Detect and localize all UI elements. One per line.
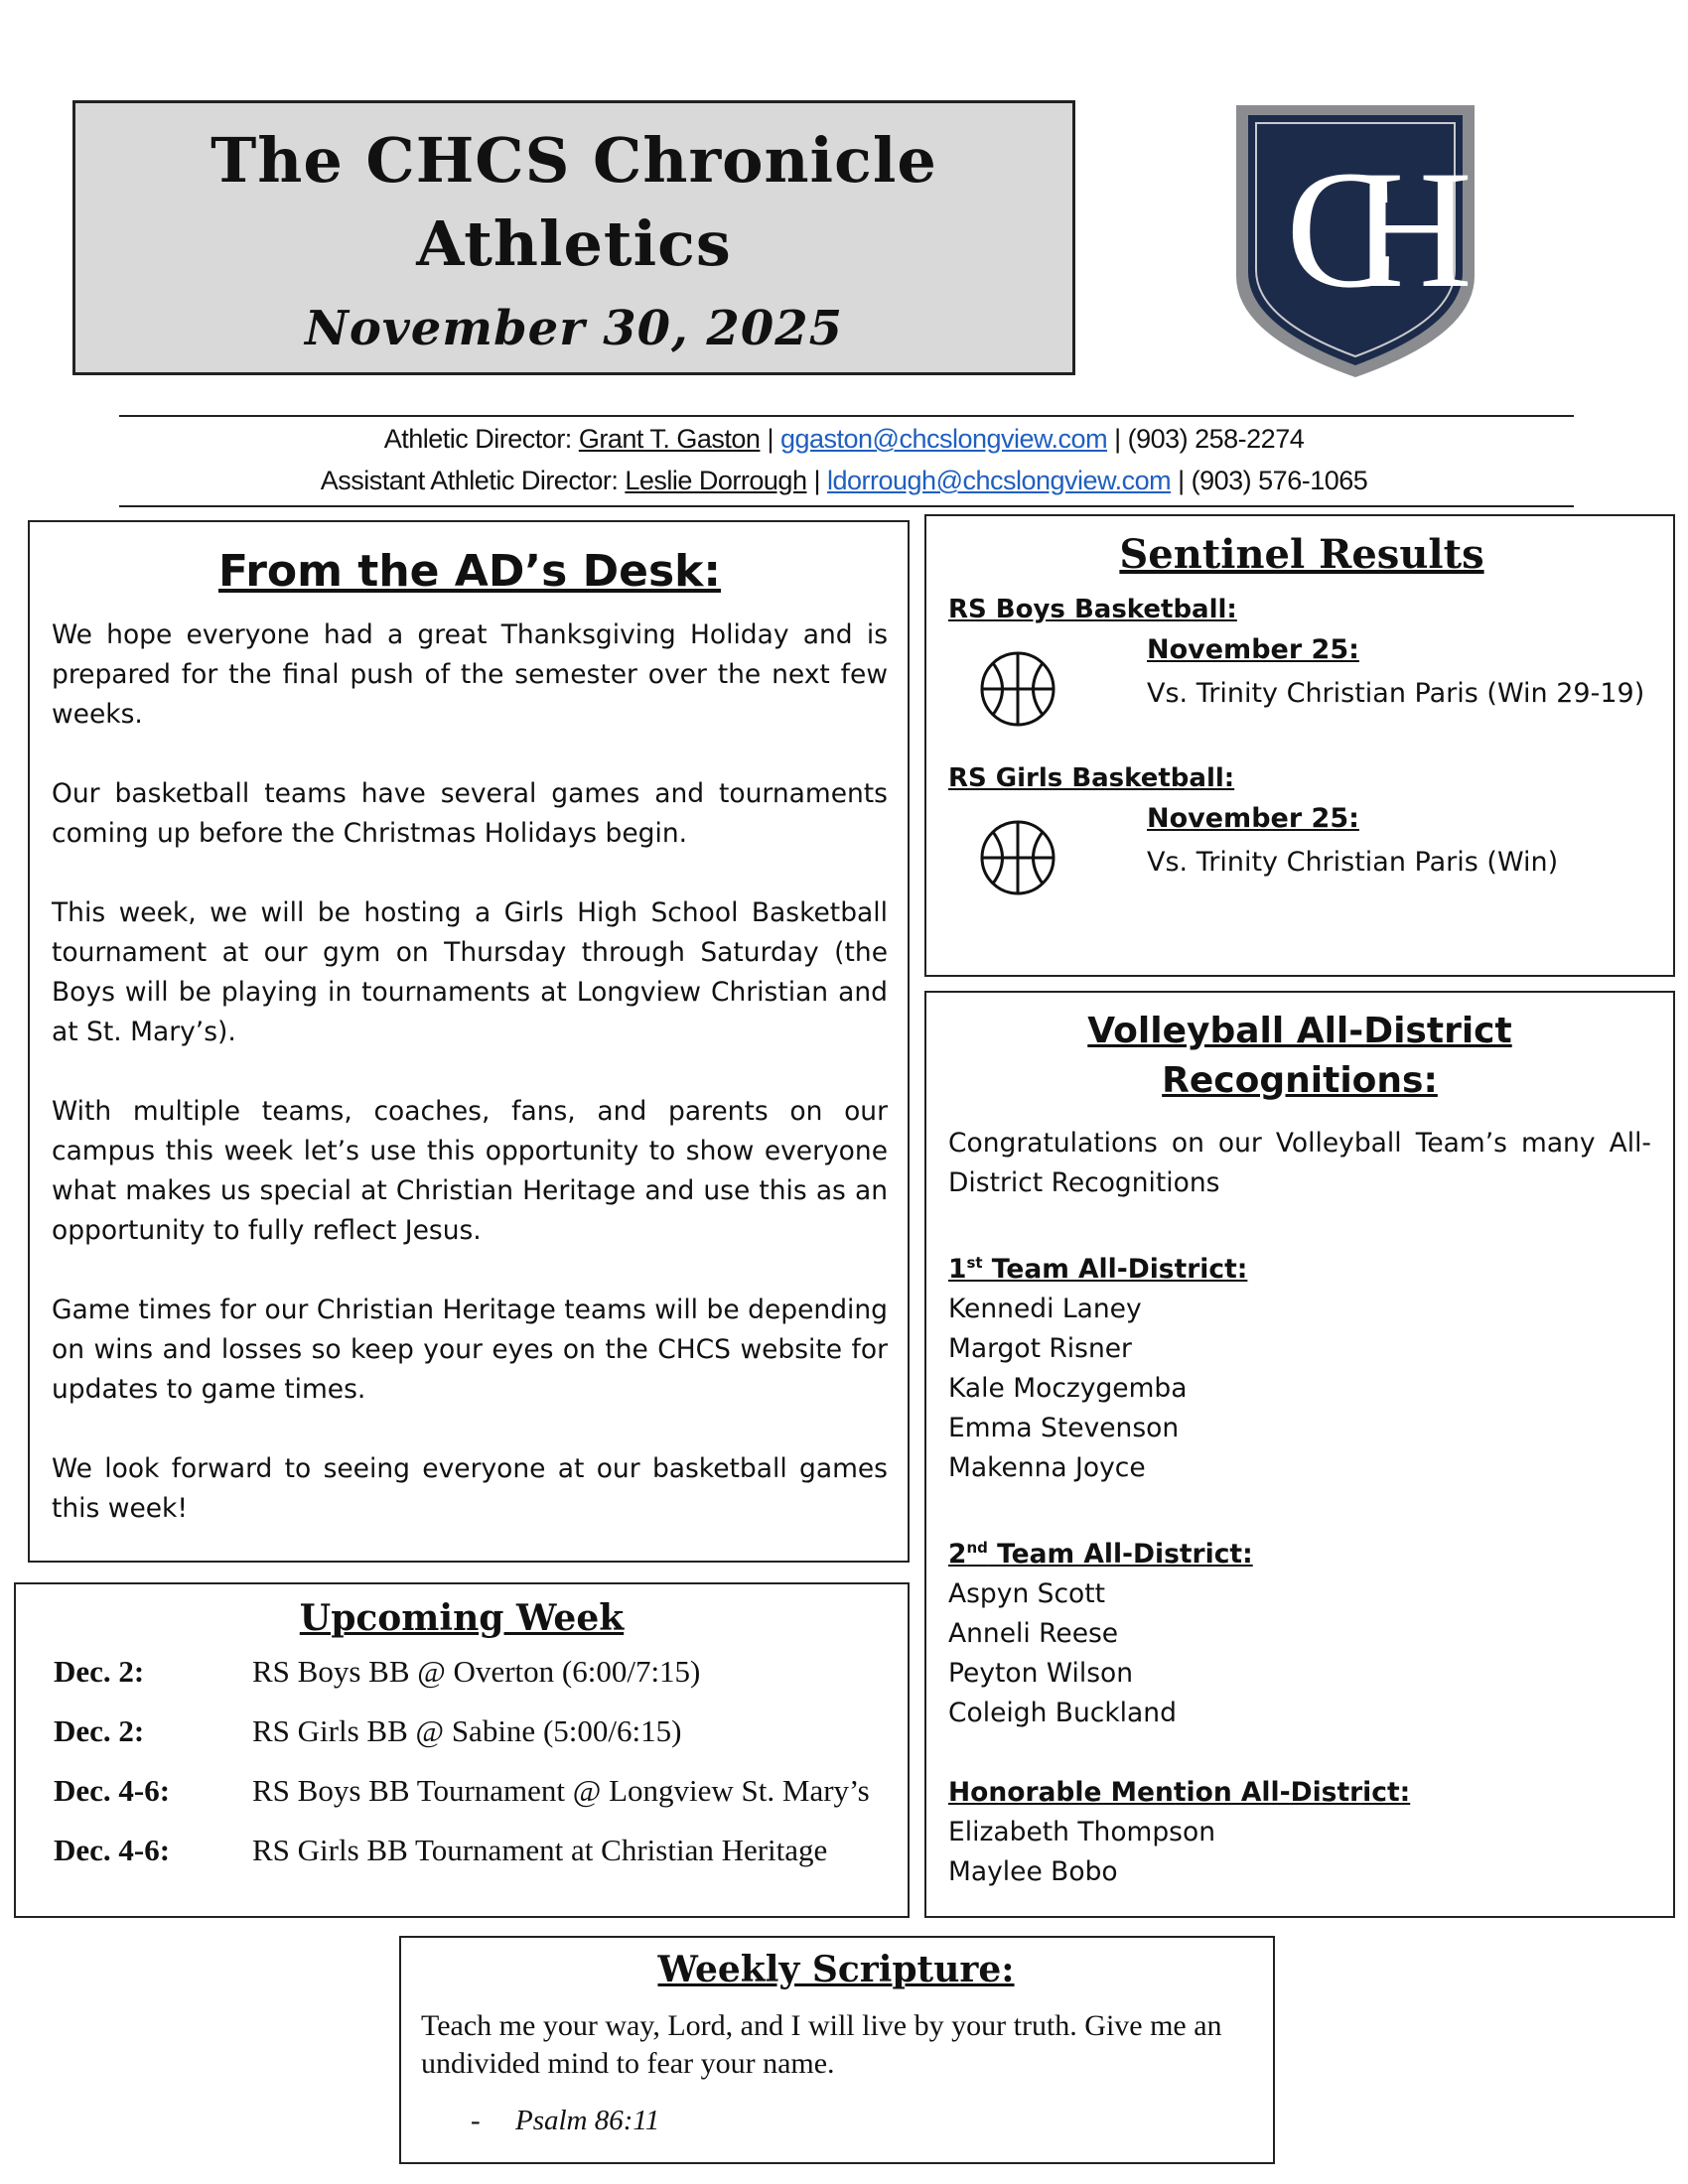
sentinel-results-title: Sentinel Results xyxy=(1119,531,1484,578)
player-name: Elizabeth Thompson xyxy=(948,1816,1215,1847)
scripture-reference: - Psalm 86:11 xyxy=(471,2105,660,2136)
player-name: Emma Stevenson xyxy=(948,1412,1180,1443)
player-name: Maylee Bobo xyxy=(948,1855,1118,1887)
ad-paragraph: This week, we will be hosting a Girls High School Basketball tournament at our gym on Thursday through Saturday (the Boys will be playing in tournaments at Longview Christian and at St. Mary’s). xyxy=(52,897,888,1047)
assistant-director-contact: Assistant Athletic Director: Leslie Dorrough | ldorrough@chcslongview.com | (903) 576-1065 xyxy=(320,466,1368,495)
game-date: November 25: xyxy=(1147,803,1359,834)
masthead-title-box xyxy=(72,100,1075,375)
sentinel-results-section xyxy=(924,514,1675,977)
player-name: Anneli Reese xyxy=(948,1617,1119,1649)
schedule-event: RS Girls BB @ Sabine (5:00/6:15) xyxy=(252,1713,682,1748)
scripture-verse: Teach me your way, Lord, and I will live by your truth. Give me an undivided mind to fear your name. xyxy=(421,2009,1222,2080)
second-team-heading: 2nd Team All-District: xyxy=(948,1538,1253,1570)
honorable-mention-heading: Honorable Mention All-District: xyxy=(948,1776,1411,1808)
ad-desk-title: From the AD’s Desk: xyxy=(217,546,722,597)
issue-date: November 30, 2025 xyxy=(304,301,844,356)
volleyball-title: Volleyball All-District Recognitions: xyxy=(1087,1011,1512,1101)
schedule-row xyxy=(38,1821,908,1880)
player-name: Kennedi Laney xyxy=(948,1293,1142,1324)
scripture-title: Weekly Scripture: xyxy=(657,1949,1015,1990)
school-crest-logo xyxy=(1226,87,1484,385)
basketball-icon xyxy=(978,818,1057,897)
ad-email-link[interactable]: ggaston@chcslongview.com xyxy=(779,424,1108,454)
game-date: November 25: xyxy=(1147,634,1359,665)
schedule-date: Dec. 4-6: xyxy=(54,1833,171,1867)
ad-role: Athletic Director: xyxy=(383,424,572,454)
assistant-ad-email-link[interactable]: ldorrough@chcslongview.com xyxy=(827,466,1172,495)
player-name: Margot Risner xyxy=(948,1332,1132,1364)
game-result xyxy=(948,798,1655,915)
player-name: Aspyn Scott xyxy=(948,1577,1106,1609)
team-heading: RS Girls Basketball: xyxy=(948,763,1235,793)
player-name: Coleigh Buckland xyxy=(948,1697,1177,1728)
player-name: Peyton Wilson xyxy=(948,1657,1134,1689)
basketball-icon xyxy=(978,649,1057,729)
schedule-event: RS Boys BB @ Overton (6:00/7:15) xyxy=(252,1654,701,1689)
ad-name: Grant T. Gaston xyxy=(578,424,761,454)
ad-phone: (903) 258-2274 xyxy=(1127,424,1305,454)
ad-desk-section xyxy=(28,520,910,1563)
schedule-date: Dec. 4-6: xyxy=(54,1773,171,1808)
upcoming-week-section xyxy=(14,1582,910,1918)
assistant-ad-role: Assistant Athletic Director: xyxy=(320,466,619,495)
ad-paragraph: With multiple teams, coaches, fans, and parents on our campus this week let’s use this opportunity to show everyone what makes us special at Christian Heritage and use this as an opportunity to fully reflect Jesus. xyxy=(52,1096,888,1246)
first-team-heading: 1st Team All-District: xyxy=(948,1253,1248,1285)
assistant-ad-phone: (903) 576-1065 xyxy=(1191,466,1368,495)
volleyball-intro: Congratulations on our Volleyball Team’s many All-District Recognitions xyxy=(948,1128,1651,1198)
schedule-row xyxy=(38,1702,908,1761)
ad-paragraph: Our basketball teams have several games and tournaments coming up before the Christmas Holidays begin. xyxy=(52,778,888,849)
ad-paragraph: We look forward to seeing everyone at our basketball games this week! xyxy=(52,1453,888,1524)
ad-paragraph: Game times for our Christian Heritage teams will be depending on wins and losses so keep your eyes on the CHCS website for updates to game times. xyxy=(52,1295,888,1405)
weekly-scripture-section xyxy=(399,1936,1275,2164)
player-name: Makenna Joyce xyxy=(948,1451,1146,1483)
player-name: Kale Moczygemba xyxy=(948,1372,1188,1404)
newsletter-subtitle: Athletics xyxy=(416,207,732,280)
upcoming-week-title: Upcoming Week xyxy=(299,1597,625,1639)
game-outcome: Vs. Trinity Christian Paris (Win 29-19) xyxy=(1147,678,1645,709)
game-outcome: Vs. Trinity Christian Paris (Win) xyxy=(1147,847,1559,878)
crest-letters: CH xyxy=(1285,136,1426,323)
schedule-event: RS Girls BB Tournament at Christian Heritage xyxy=(252,1833,828,1867)
ad-paragraph: We hope everyone had a great Thanksgiving Holiday and is prepared for the final push of the semester over the next few weeks. xyxy=(52,619,888,730)
team-heading: RS Boys Basketball: xyxy=(948,595,1237,624)
athletic-director-contact: Athletic Director: Grant T. Gaston | ggaston@chcslongview.com | (903) 258-2274 xyxy=(383,424,1305,454)
contact-top-rule xyxy=(119,415,1574,417)
volleyball-recognitions-section xyxy=(924,991,1675,1918)
schedule-row xyxy=(38,1642,908,1702)
newsletter-title: The CHCS Chronicle xyxy=(211,124,937,197)
schedule-event: RS Boys BB Tournament @ Longview St. Mary’s xyxy=(252,1773,870,1808)
contact-bottom-rule xyxy=(119,505,1574,507)
game-result xyxy=(948,629,1655,747)
schedule-date: Dec. 2: xyxy=(54,1654,145,1689)
schedule-row xyxy=(38,1761,908,1821)
schedule-date: Dec. 2: xyxy=(54,1713,145,1748)
assistant-ad-name: Leslie Dorrough xyxy=(625,466,807,495)
